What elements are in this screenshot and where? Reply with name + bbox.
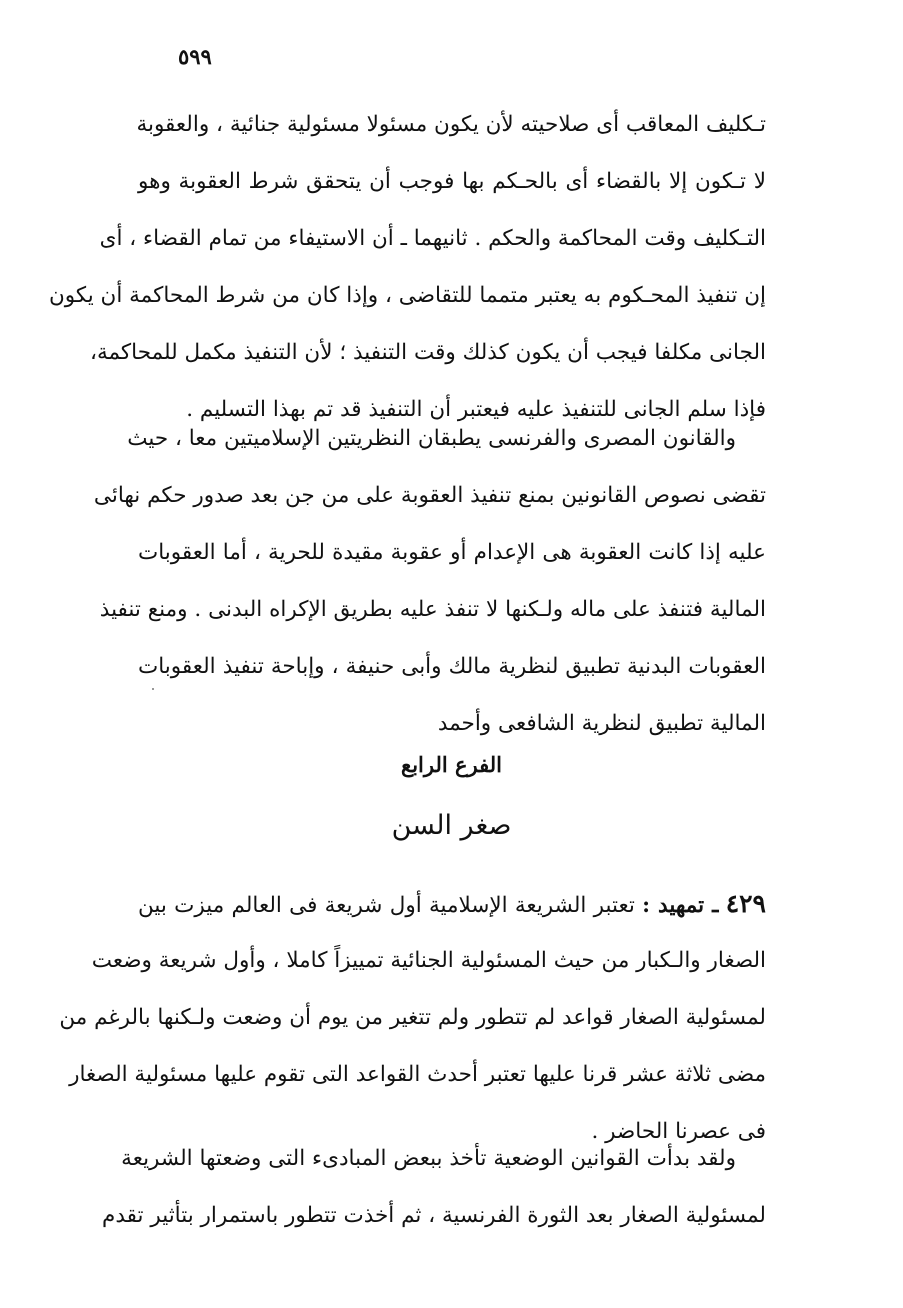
- paragraph-1: [48, 96, 766, 438]
- paragraph-number: ٤٢٩: [725, 889, 766, 918]
- text-line: والقانون المصرى والفرنسى يطبقان النظريتين الإسلاميتين معا ، حيث: [127, 426, 736, 451]
- text-line: تـكليف المعاقب أى صلاحيته لأن يكون مسئولا مسئولية جنائية ، والعقوبة: [136, 112, 766, 137]
- text-line: عليه إذا كانت العقوبة هى الإعدام أو عقوبة مقيدة للحرية ، أما العقوبات: [138, 540, 766, 565]
- text-line: الصغار والـكبار من حيث المسئولية الجنائية تمييزاً كاملا ، وأول شريعة وضعت: [91, 948, 766, 973]
- text-line: ولقد بدأت القوانين الوضعية تأخذ ببعض المبادىء التى وضعتها الشريعة: [121, 1146, 736, 1171]
- text-line: المالية تطبيق لنظرية الشافعى وأحمد: [437, 711, 766, 736]
- text-line: مضى ثلاثة عشر قرنا عليها تعتبر أحدث القواعد التى تقوم عليها مسئولية الصغار: [69, 1062, 766, 1087]
- paragraph-lead: ـ تمهيد :: [642, 893, 719, 918]
- text-line: إن تنفيذ المحـكوم به يعتبر متمما للتقاضى ، وإذا كان من شرط المحاكمة أن يكون: [48, 283, 766, 308]
- section-label: الفرع الرابع: [401, 752, 502, 777]
- page-number: ٥٩٩: [178, 44, 212, 69]
- paragraph-2: [93, 410, 766, 752]
- text-line: فإذا سلم الجانى للتنفيذ عليه فيعتبر أن التنفيذ قد تم بهذا التسليم .: [186, 397, 766, 422]
- section-title: صغر السن: [391, 810, 512, 841]
- text-line: لمسئولية الصغار قواعد لم تتطور ولم تتغير من يوم أن وضعت ولـكنها بالرغم من: [59, 1005, 766, 1030]
- text-line: الجانى مكلفا فيجب أن يكون كذلك وقت التنفيذ ؛ لأن التنفيذ مكمل للمحاكمة،: [90, 340, 766, 365]
- text-line: فى عصرنا الحاضر .: [591, 1119, 766, 1144]
- text-line: المالية فتنفذ على ماله ولـكنها لا تنفذ عليه بطريق الإكراه البدنى . ومنع تنفيذ: [99, 597, 766, 622]
- ink-speck: [152, 688, 154, 690]
- text-fragment: تعتبر الشريعة الإسلامية أول شريعة فى العالم ميزت بين: [138, 893, 635, 918]
- text-line: [138, 875, 766, 932]
- text-line: لا تـكون إلا بالقضاء أى بالحـكم بها فوجب أن يتحقق شرط العقوبة وهو: [138, 169, 766, 194]
- text-line: تقضى نصوص القانونين بمنع تنفيذ العقوبة على من جن بعد صدور حكم نهائى: [93, 483, 766, 508]
- text-line: العقوبات البدنية تطبيق لنظرية مالك وأبى حنيفة ، وإباحة تنفيذ العقوبات: [138, 654, 766, 679]
- paragraph-4: [102, 1130, 766, 1244]
- paragraph-3: [59, 875, 766, 1160]
- text-line: لمسئولية الصغار بعد الثورة الفرنسية ، ثم أخذت تتطور باستمرار بتأثير تقدم: [102, 1203, 766, 1228]
- text-line: التـكليف وقت المحاكمة والحكم . ثانيهما ـ أن الاستيفاء من تمام القضاء ، أى: [99, 226, 766, 251]
